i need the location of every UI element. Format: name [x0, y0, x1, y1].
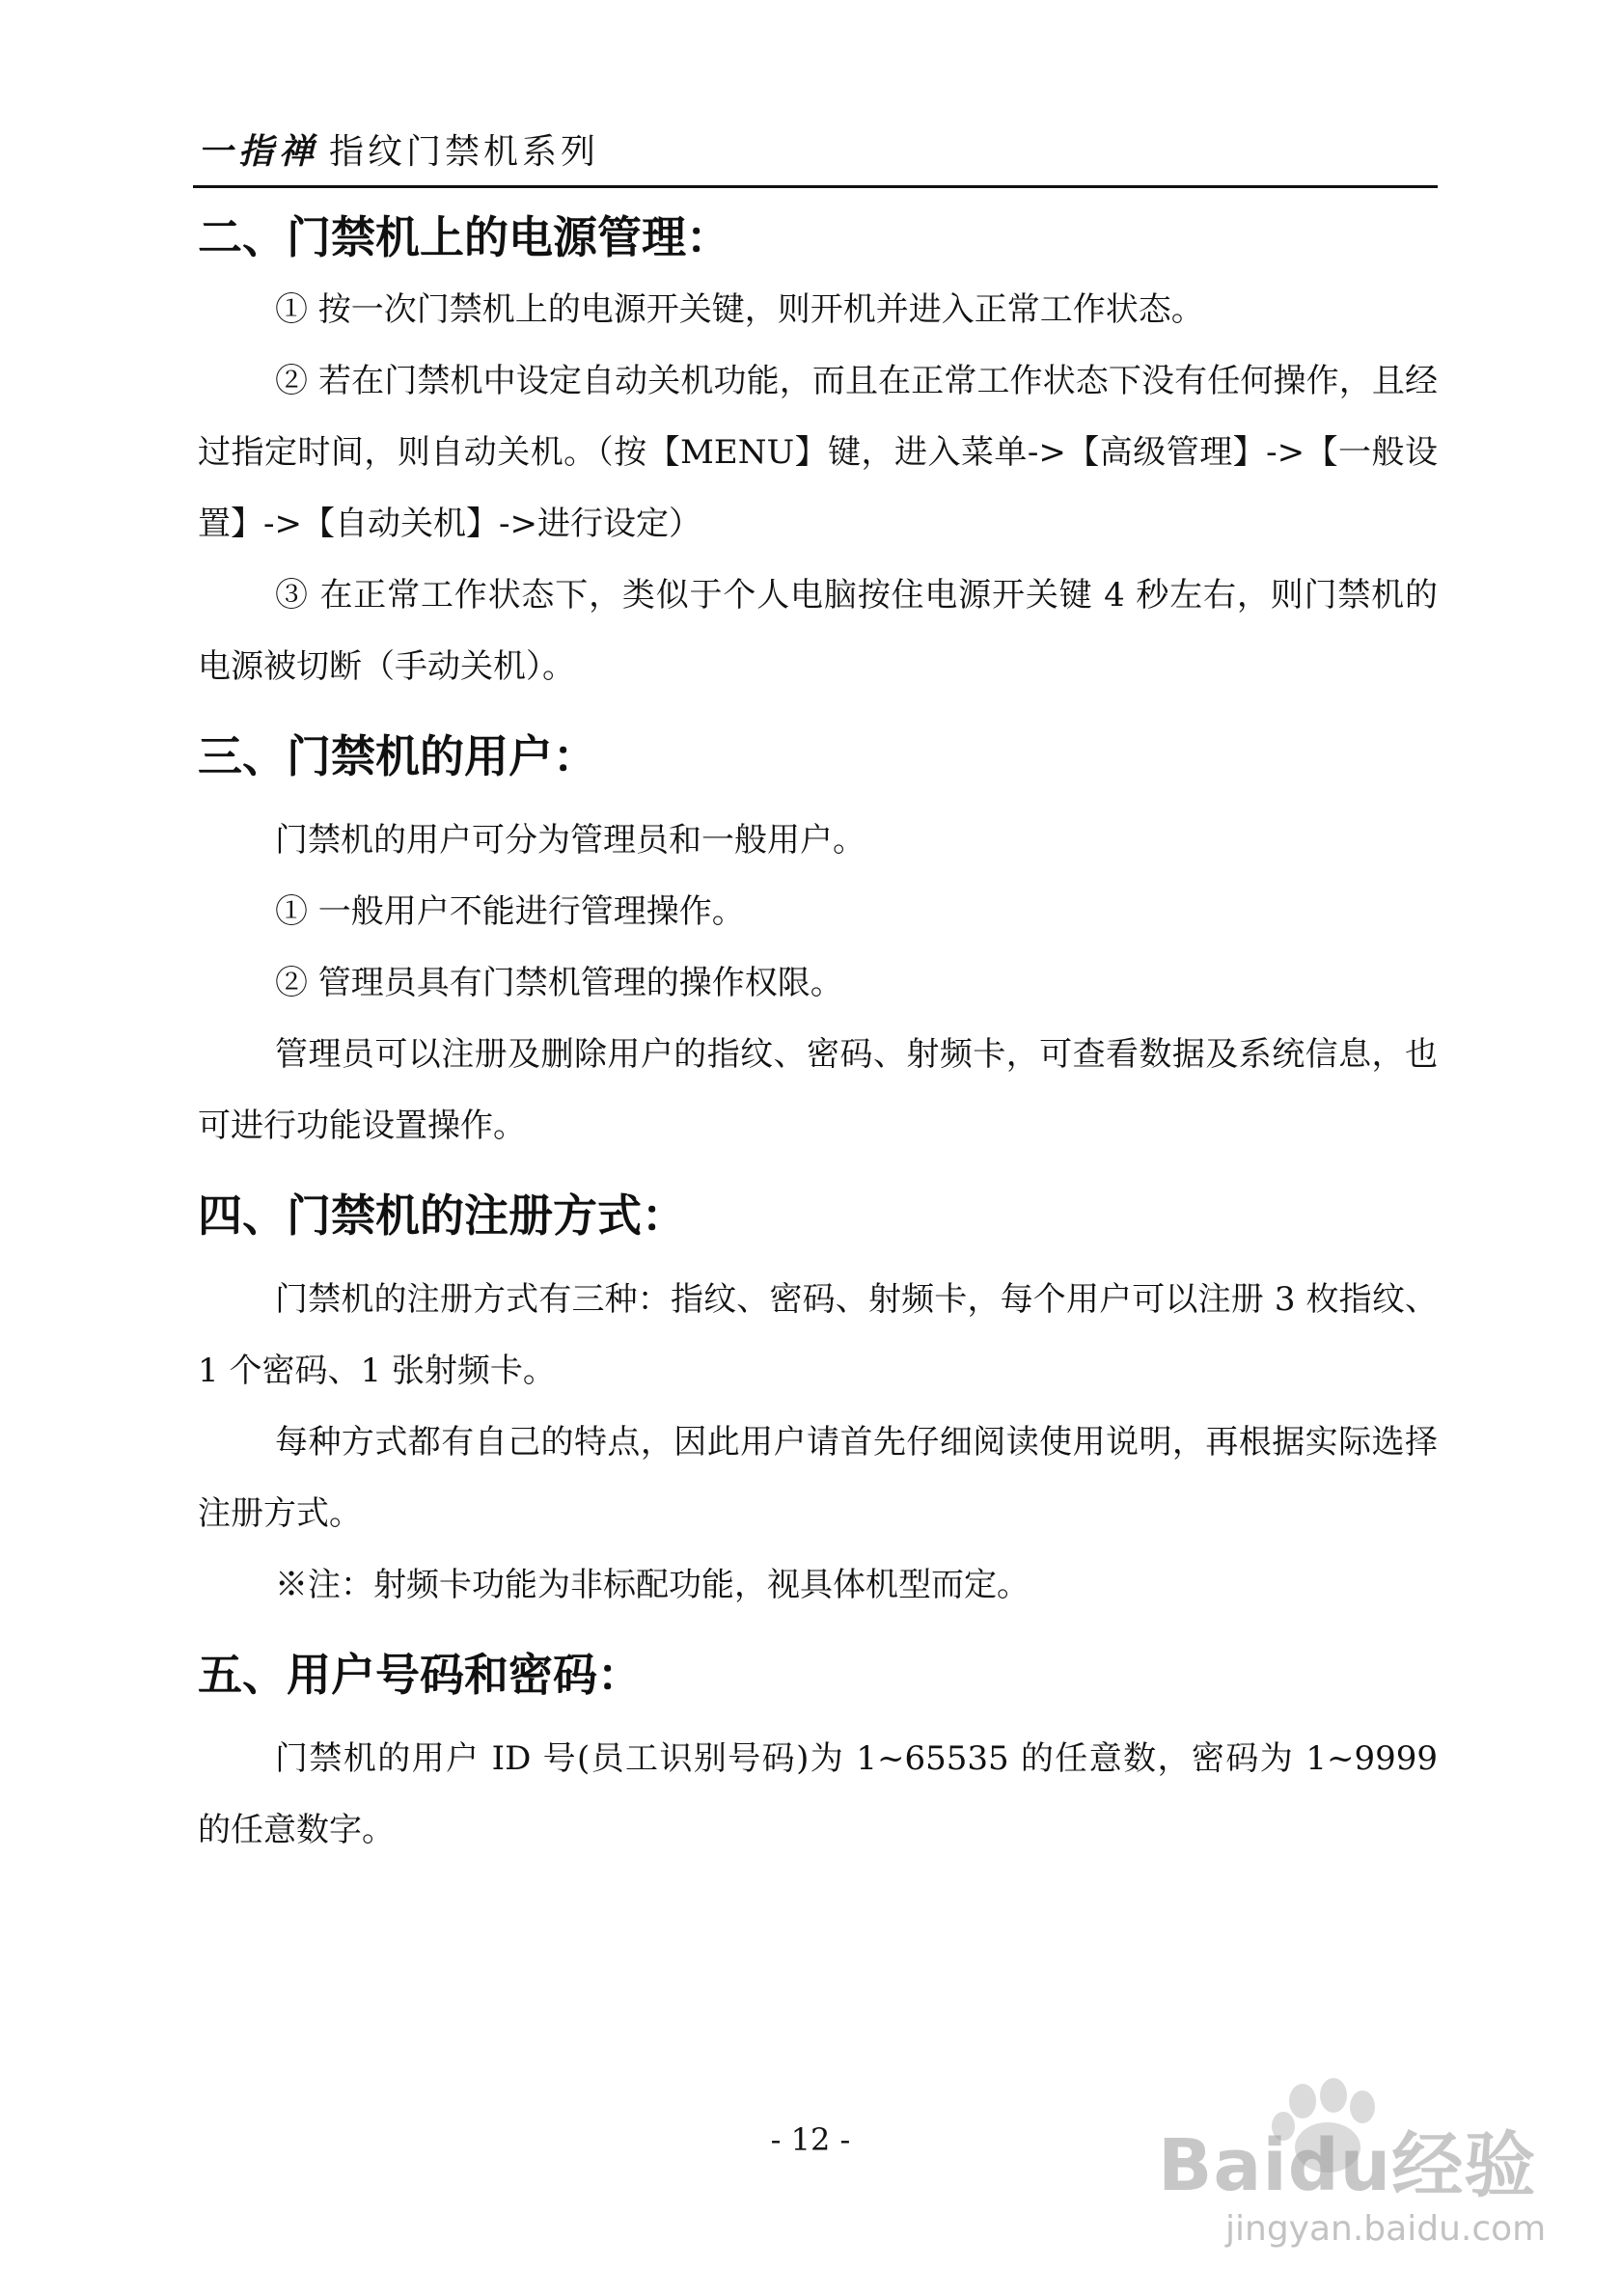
paragraph: ② 若在门禁机中设定自动关机功能，而且在正常工作状态下没有任何操作，且经过指定时间，则自动关机。（按【MENU】键，进入菜单->【高级管理】->【一般设置】->【自动关机】->进行设定）	[198, 362, 1438, 543]
paragraph: 管理员可以注册及删除用户的指纹、密码、射频卡，可查看数据及系统信息，也可进行功能设置操作。	[198, 1035, 1438, 1145]
paragraph: ① 按一次门禁机上的电源开关键，则开机并进入正常工作状态。	[275, 290, 1204, 329]
paragraph: ③ 在正常工作状态下，类似于个人电脑按住电源开关键 4 秒左右，则门禁机的电源被切断（手动关机）。	[198, 576, 1438, 686]
paragraph: 门禁机的用户 ID 号(员工识别号码)为 1~65535 的任意数，密码为 1~9999 的任意数字。	[198, 1739, 1438, 1849]
section-title: 三、门禁机的用户：	[198, 730, 597, 782]
paragraph: 门禁机的注册方式有三种：指纹、密码、射频卡，每个用户可以注册 3 枚指纹、1 个密码、1 张射频卡。	[198, 1280, 1438, 1390]
paragraph: ② 管理员具有门禁机管理的操作权限。	[275, 964, 843, 1002]
page-number: - 12 -	[770, 2121, 851, 2158]
paragraph: 门禁机的用户可分为管理员和一般用户。	[275, 821, 865, 860]
section-title: 五、用户号码和密码：	[198, 1649, 642, 1701]
watermark-logo-text: Baidu经验	[1158, 2124, 1537, 2207]
main-content	[198, 206, 1438, 1883]
section-power-management	[198, 206, 1438, 702]
paragraph: 每种方式都有自己的特点，因此用户请首先仔细阅读使用说明，再根据实际选择注册方式。	[198, 1423, 1438, 1533]
paragraph: ※注：射频卡功能为非标配功能，视具体机型而定。	[275, 1566, 1030, 1604]
section-users	[198, 725, 1438, 1162]
section-title: 四、门禁机的注册方式：	[198, 1189, 686, 1242]
header-rule	[193, 185, 1438, 188]
header-title: 指纹门禁机系列	[329, 132, 600, 172]
section-user-id-password	[198, 1644, 1438, 1866]
watermark-url: jingyan.baidu.com	[1225, 2209, 1547, 2249]
running-header	[198, 131, 599, 174]
paragraph: ① 一般用户不能进行管理操作。	[275, 892, 745, 931]
section-registration-methods	[198, 1185, 1438, 1621]
header-brand: 一指禅	[198, 132, 320, 172]
section-title: 二、门禁机上的电源管理：	[198, 211, 730, 263]
